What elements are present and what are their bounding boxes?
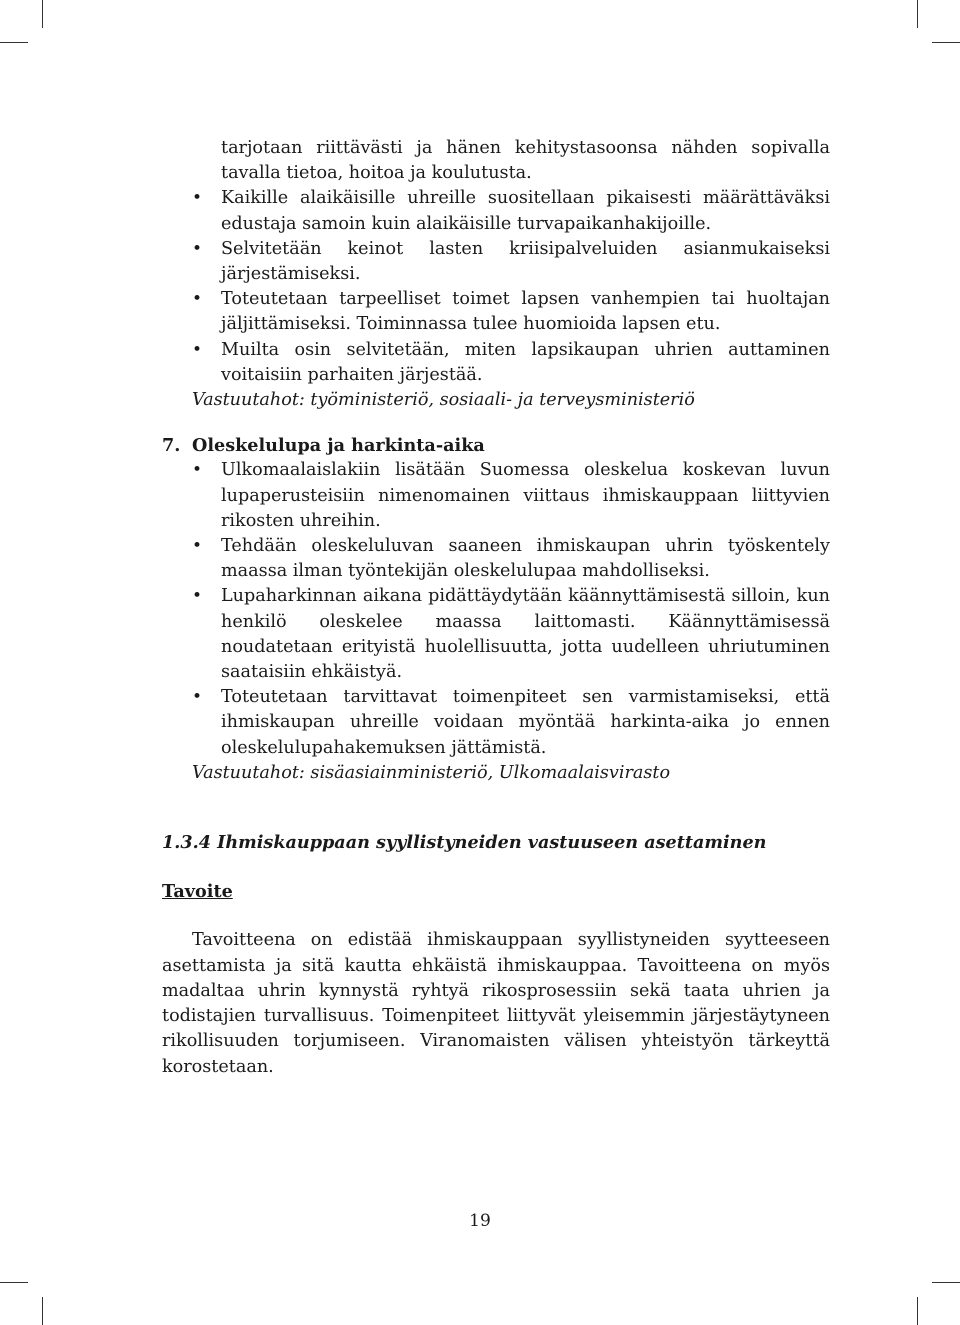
list-item-text: Ulkomaalaislakiin lisätään Suomessa oleskelua koskevan luvun lupaperusteisiin nimenomainen viittaus ihmiskauppaan liittyvien rikosten uhreihin.	[221, 460, 830, 531]
list-item-text: Kaikille alaikäisille uhreille suositellaan pikaisesti määrättäväksi edustaja samoin kuin alaikäisille turvapaikanhakijoille.	[221, 188, 830, 234]
crop-mark-top-right-h	[932, 42, 960, 43]
list-item	[162, 237, 830, 287]
list-item-text: Tehdään oleskeluluvan saaneen ihmiskaupan uhrin työskentely maassa ilman työntekijän oleskelulupaa mahdolliseksi.	[221, 536, 830, 582]
goal-paragraph: Tavoitteena on edistää ihmiskauppaan syyllistyneiden syytteeseen asettamista ja sitä kautta ehkäistä ihmiskauppaa. Tavoitteena on myös madaltaa uhrin kynnystä ryhtyä rikosprosessiin sekä taata uhrien ja todistajien turvallisuus. Toimenpiteet liittyvät yleisemmin järjestäytyneen rikollisuuden torjumiseen. Viranomaisten välisen yhteistyön tärkeyttä korostetaan.	[162, 930, 830, 1077]
list-item	[162, 584, 830, 685]
measures-list-a	[162, 186, 830, 388]
bullet-icon: •	[192, 586, 203, 607]
section-number: 7.	[162, 435, 181, 457]
page-number: 19	[469, 1211, 491, 1231]
bullet-icon: •	[192, 289, 203, 310]
page-content	[162, 136, 830, 1080]
list-item	[162, 534, 830, 584]
crop-mark-bottom-right-h	[932, 1282, 960, 1283]
list-item-text: Toteutetaan tarpeelliset toimet lapsen vanhempien tai huoltajan jäljittämiseksi. Toiminnassa tulee huomioida lapsen etu.	[221, 289, 830, 335]
list-item	[162, 458, 830, 534]
continuation-text: tarjotaan riittävästi ja hänen kehitystasoonsa nähden sopivalla tavalla tietoa, hoitoa ja koulutusta.	[221, 138, 830, 184]
bullet-icon: •	[192, 339, 203, 360]
crop-mark-top-left-v	[42, 0, 43, 28]
goal-heading: Tavoite	[162, 881, 233, 903]
list-item	[162, 338, 830, 388]
crop-mark-top-left-h	[0, 42, 28, 43]
list-item-text: Muilta osin selvitetään, miten lapsikaupan uhrien auttaminen voitaisiin parhaiten järjestää.	[221, 339, 830, 385]
responsible-parties-a: Vastuutahot: työministeriö, sosiaali- ja terveysministeriö	[192, 390, 695, 411]
list-item	[162, 287, 830, 337]
section-title: Oleskelulupa ja harkinta-aika	[192, 435, 485, 457]
crop-mark-top-right-v	[917, 0, 918, 28]
crop-mark-bottom-right-v	[917, 1297, 918, 1325]
bullet-icon: •	[192, 188, 203, 209]
bullet-icon: •	[192, 238, 203, 259]
list-item-text: Toteutetaan tarvittavat toimenpiteet sen varmistamiseksi, että ihmiskaupan uhreille voidaan myöntää harkinta-aika jo ennen oleskelulupahakemuksen jättämistä.	[221, 687, 830, 758]
crop-mark-bottom-left-v	[42, 1297, 43, 1325]
crop-mark-bottom-left-h	[0, 1282, 28, 1283]
list-item	[162, 685, 830, 761]
bullet-icon: •	[192, 687, 203, 708]
list-item-text: Selvitetään keinot lasten kriisipalveluiden asianmukaiseksi järjestämiseksi.	[221, 238, 830, 285]
responsible-parties-section-7: Vastuutahot: sisäasiainministeriö, Ulkomaalaisvirasto	[192, 762, 671, 783]
list-item-text: Lupaharkinnan aikana pidättäydytään käännyttämisestä silloin, kun henkilö oleskelee maassa laittomasti. Käännyttämisessä noudatetaan erityistä huolellisuutta, jotta uudelleen uhriutuminen saataisiin ehkäistyä.	[221, 586, 830, 683]
section-7-heading	[162, 433, 830, 458]
bullet-icon: •	[192, 536, 203, 557]
list-item	[162, 186, 830, 236]
subsection-heading: 1.3.4 Ihmiskauppaan syyllistyneiden vastuuseen asettaminen	[162, 832, 767, 854]
bullet-icon: •	[192, 460, 203, 481]
measures-list-section-7	[162, 458, 830, 760]
